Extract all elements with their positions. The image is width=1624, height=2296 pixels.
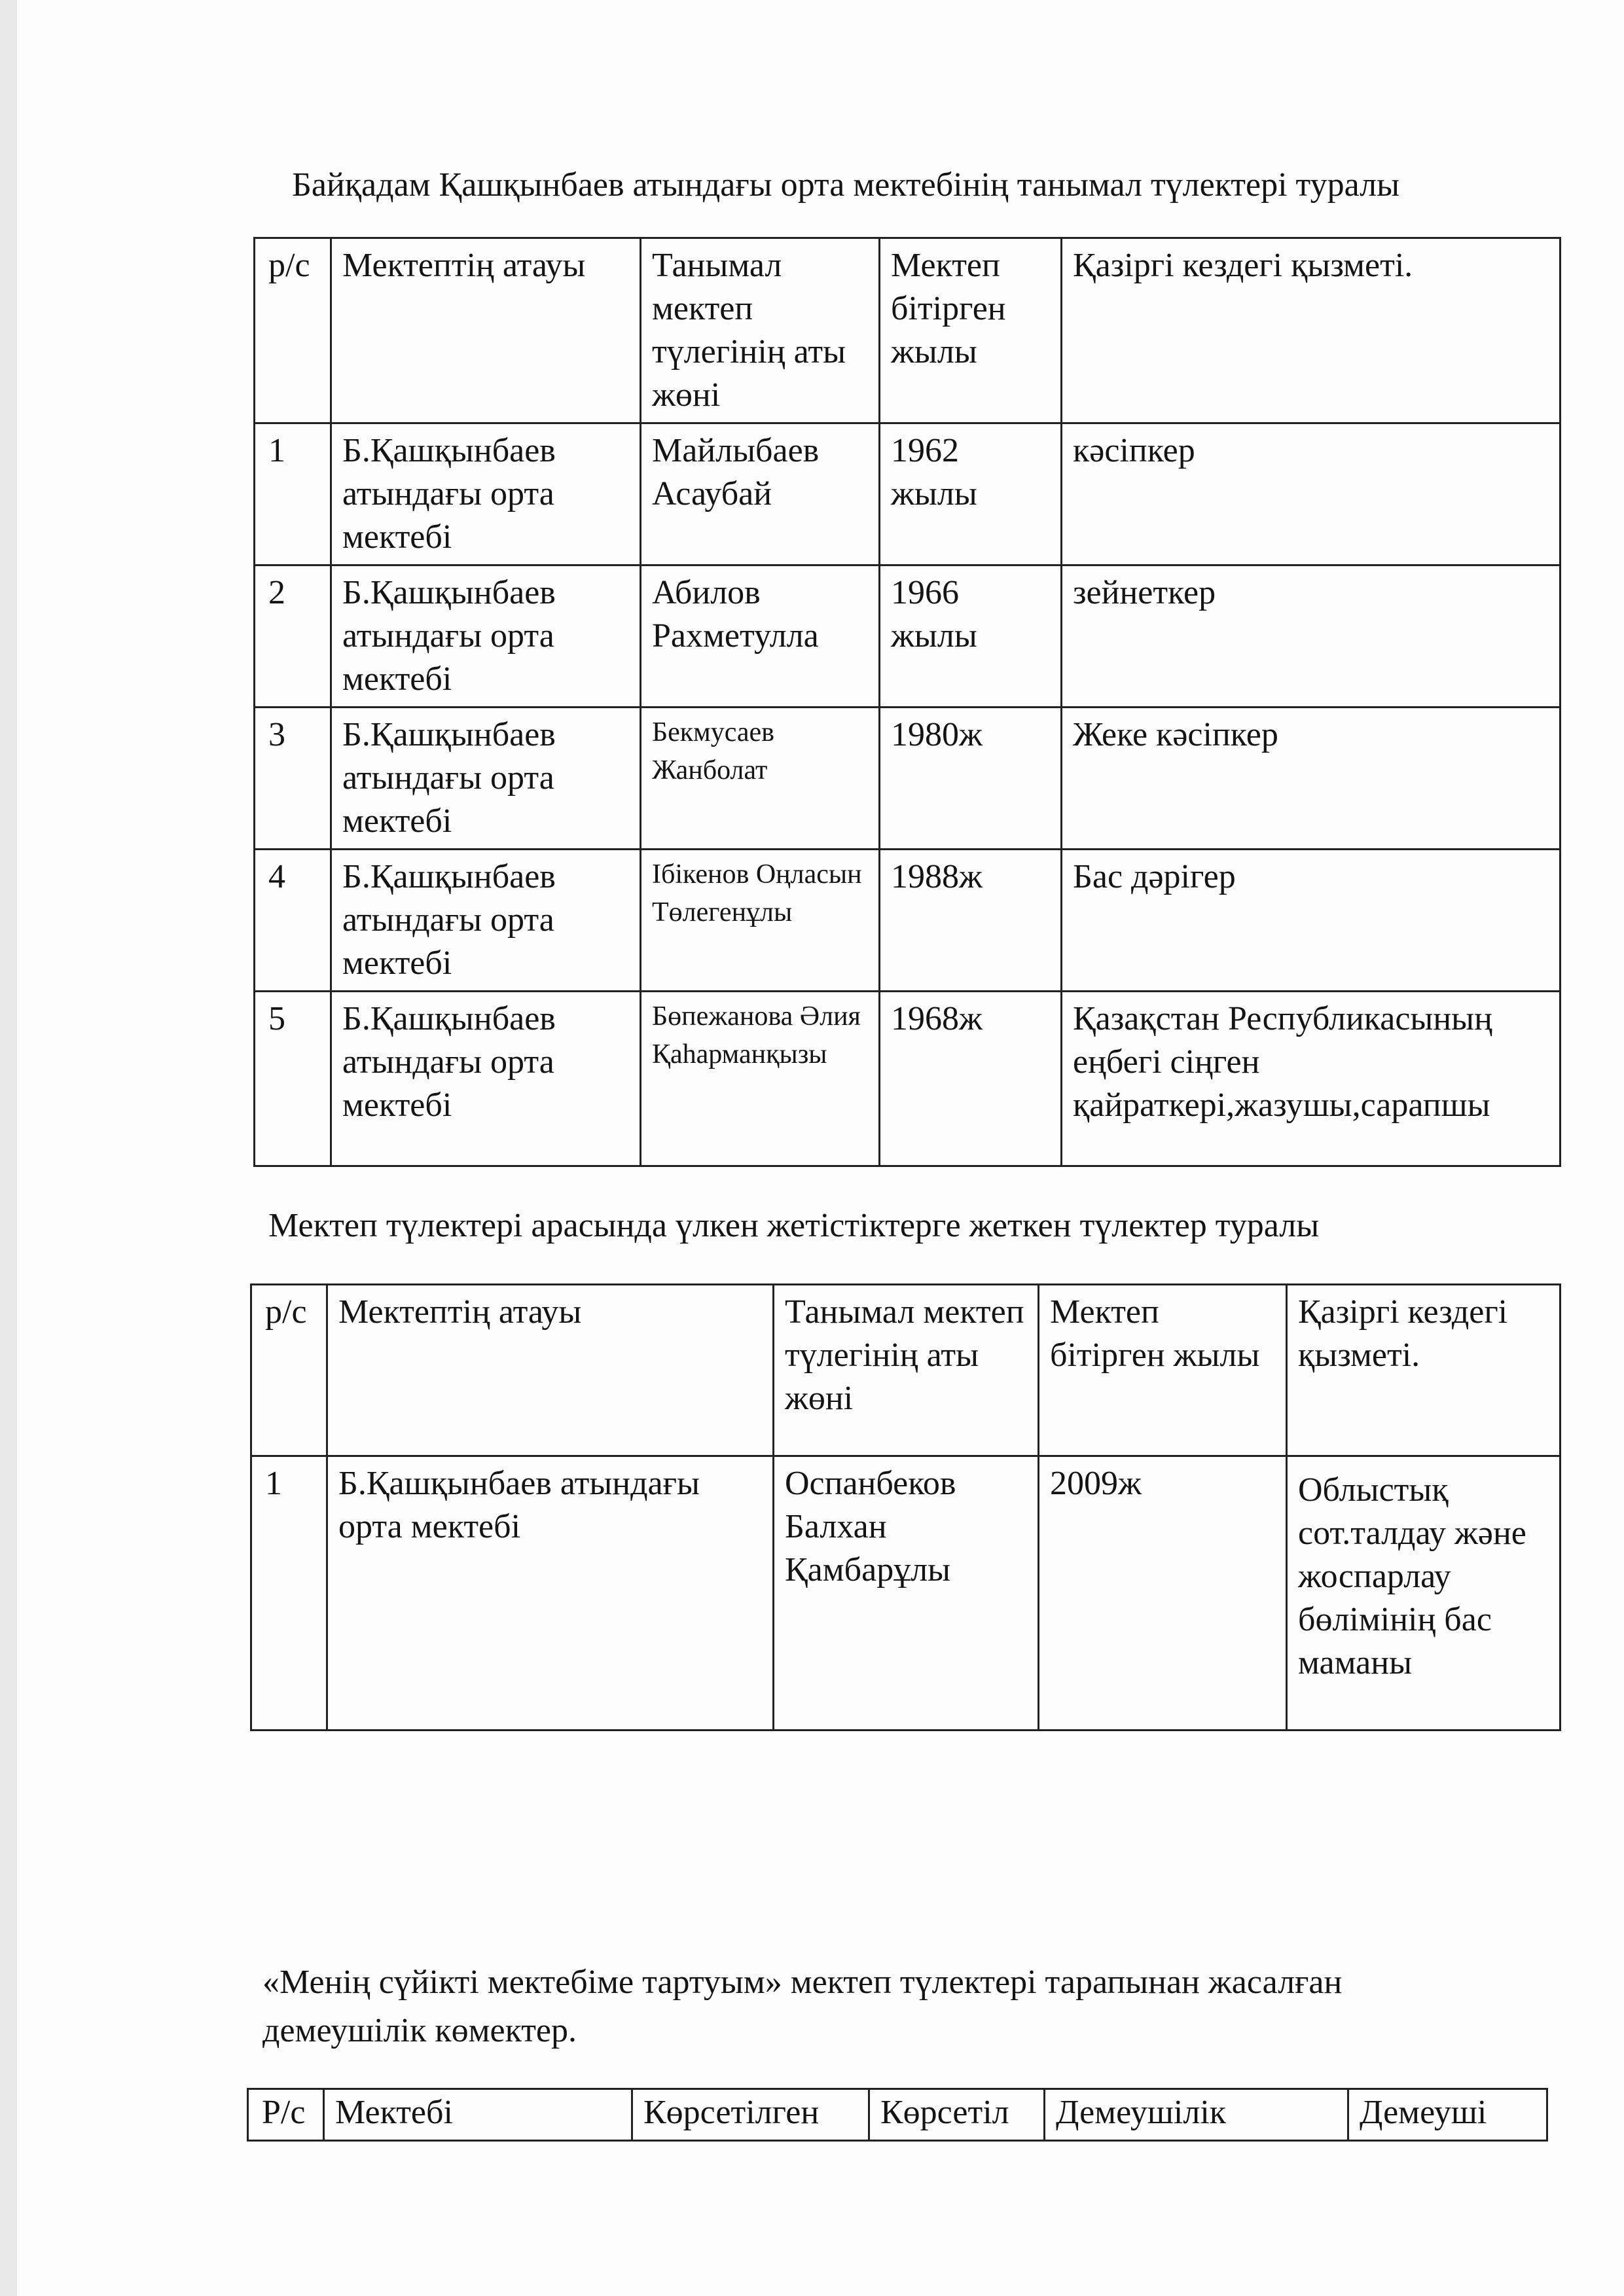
table3-title-line2: демеушілік көмектер. [262, 2012, 577, 2049]
header-name: Танымал мектеп түлегінің аты жөні [641, 238, 880, 423]
scan-edge [0, 0, 17, 2296]
header-name: Танымал мектеп түлегінің аты жөні [774, 1285, 1039, 1456]
row-year: 1980ж [880, 708, 1062, 850]
row-job: Облыстық сот.талдау және жоспарлау бөлімінің бас маманы [1287, 1456, 1561, 1731]
table-header-row [248, 2089, 1547, 2141]
table-header-row [255, 238, 1561, 423]
row-name: Майлыбаев Асаубай [641, 423, 880, 565]
header-job: Қазіргі кездегі қызметі. [1062, 238, 1561, 423]
row-school: Б.Қашқынбаев атындағы орта мектебі [331, 708, 641, 850]
table3-title-line1: «Менің сүйікті мектебіме тартуым» мектеп түлектері тарапынан жасалған [262, 1964, 1343, 2001]
row-job: Қазақстан Республикасының еңбегі сіңген қайраткері,жазушы,сарапшы [1062, 992, 1561, 1166]
famous-graduates-table [253, 237, 1561, 1167]
header-school: Мектептің атауы [331, 238, 641, 423]
row-job: зейнеткер [1062, 565, 1561, 708]
achievers-table [250, 1283, 1561, 1731]
row-job: кәсіпкер [1062, 423, 1561, 565]
row-job: Жеке кәсіпкер [1062, 708, 1561, 850]
table-row [251, 1456, 1561, 1731]
row-num: 1 [255, 423, 331, 565]
table-row [255, 850, 1561, 992]
row-num: 1 [251, 1456, 327, 1731]
row-year: 1968ж [880, 992, 1062, 1166]
row-year: 1966 жылы [880, 565, 1062, 708]
row-num: 5 [255, 992, 331, 1166]
header-num: р/с [255, 238, 331, 423]
header-school: Мектептің атауы [327, 1285, 774, 1456]
header-num: р/с [251, 1285, 327, 1456]
header-shown: Көрсетілген [632, 2089, 869, 2141]
row-school: Б.Қашқынбаев атындағы орта мектебі [331, 565, 641, 708]
table-row [255, 992, 1561, 1166]
row-school: Б.Қашқынбаев атындағы орта мектебі [331, 850, 641, 992]
sponsorship-table [247, 2088, 1548, 2142]
table-row [255, 423, 1561, 565]
row-num: 2 [255, 565, 331, 708]
row-name: Оспанбеков Балхан Қамбарұлы [774, 1456, 1039, 1731]
row-year: 2009ж [1039, 1456, 1287, 1731]
header-year: Мектеп бітірген жылы [1039, 1285, 1287, 1456]
row-num: 4 [255, 850, 331, 992]
table-row [255, 565, 1561, 708]
header-num: Р/с [248, 2089, 324, 2141]
row-year: 1988ж [880, 850, 1062, 992]
row-name: Абилов Рахметулла [641, 565, 880, 708]
row-school: Б.Қашқынбаев атындағы орта мектебі [327, 1456, 774, 1731]
table-row [255, 708, 1561, 850]
header-sponsor: Демеуші [1348, 2089, 1547, 2141]
row-job: Бас дәрігер [1062, 850, 1561, 992]
header-sponsorship: Демеушілік [1045, 2089, 1348, 2141]
header-job: Қазіргі кездегі қызметі. [1287, 1285, 1561, 1456]
row-name: Ібікенов Оңласын Төлегенұлы [641, 850, 880, 992]
header-shown-2: Көрсетіл [869, 2089, 1045, 2141]
row-school: Б.Қашқынбаев атындағы орта мектебі [331, 423, 641, 565]
table2-title: Мектеп түлектері арасында үлкен жетістіктерге жеткен түлектер туралы [268, 1207, 1320, 1244]
row-num: 3 [255, 708, 331, 850]
row-name: Бөпежанова Әлия Қаһарманқызы [641, 992, 880, 1166]
table1-title: Байқадам Қашқынбаев атындағы орта мектебінің танымал түлектері туралы [292, 166, 1400, 204]
header-school: Мектебі [324, 2089, 632, 2141]
row-school: Б.Қашқынбаев атындағы орта мектебі [331, 992, 641, 1166]
row-name: Бекмусаев Жанболат [641, 708, 880, 850]
row-year: 1962 жылы [880, 423, 1062, 565]
header-year: Мектеп бітірген жылы [880, 238, 1062, 423]
table-header-row [251, 1285, 1561, 1456]
